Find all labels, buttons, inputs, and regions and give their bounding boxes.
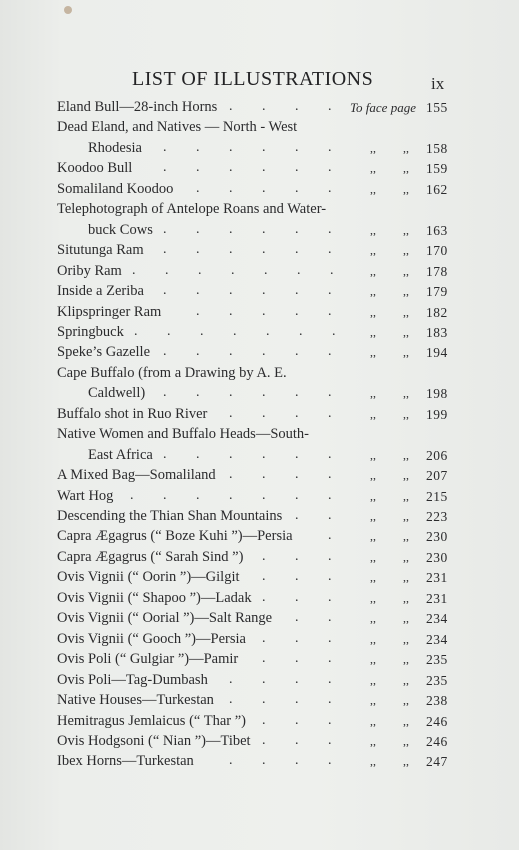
ditto-mark: ,,: [403, 324, 409, 339]
ditto-mark: ,,: [403, 181, 409, 196]
leader-dot: .: [198, 262, 202, 278]
leader-dot: .: [328, 487, 332, 503]
leader-dot: .: [295, 283, 299, 299]
page-reference: 230: [426, 529, 448, 545]
leader-dot: .: [229, 446, 233, 462]
ditto-mark: ,,: [403, 284, 409, 299]
ditto-mark: ,,: [370, 324, 376, 339]
leader-dot: .: [229, 692, 233, 708]
entry-title: Eland Bull—28-inch Horns: [57, 99, 218, 115]
entry-title: Ovis Hodgsoni (“ Nian ”)—Tibet: [57, 732, 251, 749]
leader-dot: .: [163, 487, 167, 503]
leader-dot: .: [328, 651, 332, 667]
leader-dot: .: [229, 405, 233, 421]
ditto-mark: ,,: [403, 652, 409, 667]
ditto-mark: ,,: [370, 468, 376, 483]
ditto-mark: ,,: [403, 570, 409, 585]
leader-dot: .: [295, 99, 299, 114]
ditto-mark: ,,: [403, 243, 409, 258]
leader-dot: .: [233, 323, 237, 339]
leader-dot: .: [295, 692, 299, 708]
leader-dot: .: [295, 405, 299, 421]
ditto-mark: ,,: [370, 549, 376, 564]
entry-title: Wart Hog: [57, 487, 114, 504]
leader-dot: .: [328, 467, 332, 483]
leader-dot: .: [196, 446, 200, 462]
entry-title: Capra Ægagrus (“ Boze Kuhi ”)—Persia: [57, 528, 293, 545]
entry-title: buck Cows: [88, 221, 153, 238]
page-reference: 162: [426, 181, 448, 197]
page-reference: 246: [426, 733, 448, 749]
entry-title: Ovis Poli (“ Gulgiar ”)—Pamir: [57, 651, 239, 668]
leader-dot: .: [295, 630, 299, 646]
ditto-mark: ,,: [403, 509, 409, 523]
ditto-mark: ,,: [403, 140, 409, 155]
page-reference: 155: [426, 100, 448, 115]
leader-dot: .: [229, 487, 233, 503]
page-reference: 158: [426, 140, 448, 156]
leader-dot: .: [196, 139, 200, 155]
page-reference: 235: [426, 652, 448, 668]
entry-title: Koodoo Bull: [57, 160, 133, 177]
to-face-page-label: To face page: [350, 100, 416, 115]
entry-title: Descending the Thian Shan Mountains: [57, 508, 283, 524]
leader-dot: .: [130, 487, 134, 503]
page-reference: 198: [426, 386, 448, 402]
leader-dot: .: [295, 671, 299, 687]
entry-title: Native Houses—Turkestan: [57, 692, 214, 709]
page-reference: 215: [426, 488, 448, 504]
leader-dot: .: [165, 262, 169, 278]
leader-dot: .: [167, 323, 171, 339]
entry-title: Cape Buffalo (from a Drawing by A. E.: [57, 364, 287, 381]
leader-dot: .: [297, 262, 301, 278]
leader-dot: .: [328, 671, 332, 687]
ditto-mark: ,,: [370, 304, 376, 319]
entry-title: Oriby Ram: [57, 262, 122, 279]
leader-dot: .: [163, 446, 167, 462]
leader-dot: .: [328, 712, 332, 728]
ditto-mark: ,,: [403, 713, 409, 728]
ditto-mark: ,,: [403, 488, 409, 503]
ditto-mark: ,,: [370, 447, 376, 462]
ditto-mark: ,,: [403, 754, 409, 769]
leader-dot: .: [295, 487, 299, 503]
ditto-mark: ,,: [370, 284, 376, 299]
leader-dot: .: [328, 303, 332, 319]
leader-dot: .: [262, 221, 266, 237]
leader-dot: .: [299, 323, 303, 339]
leader-dot: .: [328, 344, 332, 360]
page-reference: 179: [426, 284, 448, 300]
leader-dot: .: [295, 753, 299, 769]
leader-dot: .: [266, 323, 270, 339]
ditto-mark: ,,: [370, 222, 376, 237]
entry-title: Native Women and Buffalo Heads—South-: [57, 426, 310, 443]
ditto-mark: ,,: [370, 263, 376, 278]
leader-dot: .: [163, 221, 167, 237]
entry-title: Situtunga Ram: [57, 242, 144, 259]
leader-dot: .: [163, 242, 167, 258]
page-reference: 230: [426, 549, 448, 565]
entry-title: Ovis Vignii (“ Oorin ”)—Gilgit: [57, 569, 240, 586]
leader-dot: .: [330, 262, 334, 278]
ditto-mark: ,,: [403, 529, 409, 544]
ditto-mark: ,,: [370, 590, 376, 605]
leader-dot: .: [328, 610, 332, 626]
page-reference: 178: [426, 263, 448, 279]
entry-title: Somaliland Koodoo: [57, 180, 174, 197]
ditto-mark: ,,: [370, 140, 376, 155]
ditto-mark: ,,: [370, 611, 376, 626]
leader-dot: .: [196, 160, 200, 176]
ditto-mark: ,,: [403, 304, 409, 319]
page-reference: 183: [426, 324, 448, 340]
ditto-mark: ,,: [370, 672, 376, 687]
ditto-mark: ,,: [370, 161, 376, 176]
leader-dot: .: [328, 221, 332, 237]
leader-dot: .: [229, 303, 233, 319]
leader-dot: .: [262, 630, 266, 646]
page-reference: 231: [426, 570, 448, 586]
leader-dot: .: [196, 221, 200, 237]
leader-dot: .: [295, 160, 299, 176]
ditto-mark: ,,: [403, 386, 409, 401]
leader-dot: .: [295, 344, 299, 360]
leader-dot: .: [262, 99, 266, 114]
leader-dot: .: [196, 242, 200, 258]
entry-title: Klipspringer Ram: [57, 303, 162, 320]
ditto-mark: ,,: [403, 631, 409, 646]
leader-dot: .: [295, 180, 299, 196]
leader-dot: .: [328, 139, 332, 155]
entry-title: A Mixed Bag—Somaliland: [57, 467, 216, 484]
ditto-mark: ,,: [403, 733, 409, 748]
page-reference: 235: [426, 672, 448, 688]
leader-dot: .: [196, 180, 200, 196]
ditto-mark: ,,: [370, 693, 376, 708]
leader-dot: .: [262, 712, 266, 728]
leader-dot: .: [295, 303, 299, 319]
ditto-mark: ,,: [370, 345, 376, 360]
leader-dot: .: [295, 548, 299, 564]
leader-dot: .: [196, 283, 200, 299]
page-title: LIST OF ILLUSTRATIONS: [132, 68, 374, 90]
leader-dot: .: [262, 160, 266, 176]
ditto-mark: ,,: [370, 733, 376, 748]
leader-dot: .: [262, 446, 266, 462]
entry-title: Buffalo shot in Ruo River: [57, 405, 208, 422]
leader-dot: .: [295, 610, 299, 626]
leader-dot: .: [328, 242, 332, 258]
entry-title: Speke’s Gazelle: [57, 344, 151, 361]
ditto-mark: ,,: [403, 406, 409, 421]
leader-dot: .: [262, 467, 266, 483]
ditto-mark: ,,: [403, 611, 409, 626]
page-reference: 206: [426, 447, 448, 463]
leader-dot: .: [295, 385, 299, 401]
page-reference: 238: [426, 693, 448, 709]
entry-title: East Africa: [88, 446, 153, 463]
ditto-mark: ,,: [370, 631, 376, 646]
ditto-mark: ,,: [370, 406, 376, 421]
leader-dot: .: [328, 589, 332, 605]
leader-dot: .: [328, 548, 332, 564]
leader-dot: .: [229, 139, 233, 155]
page-reference: 246: [426, 713, 448, 729]
page-reference: 170: [426, 243, 448, 259]
ditto-mark: ,,: [370, 652, 376, 667]
leader-dot: .: [163, 344, 167, 360]
leader-dot: .: [262, 180, 266, 196]
leader-dot: .: [262, 548, 266, 564]
ditto-mark: ,,: [403, 161, 409, 176]
leader-dot: .: [196, 303, 200, 319]
leader-dot: .: [229, 671, 233, 687]
leader-dot: .: [295, 139, 299, 155]
ditto-mark: ,,: [403, 263, 409, 278]
ditto-mark: ,,: [370, 181, 376, 196]
entry-title: Inside a Zeriba: [57, 283, 144, 300]
leader-dot: .: [328, 160, 332, 176]
entry-title: Telephotograph of Antelope Roans and Water-: [57, 201, 327, 218]
leader-dot: .: [328, 99, 332, 114]
leader-dot: .: [262, 242, 266, 258]
entry-title: Hemitragus Jemlaicus (“ Thar ”): [57, 712, 246, 729]
page-reference: 182: [426, 304, 448, 320]
leader-dot: .: [328, 508, 332, 523]
leader-dot: .: [163, 160, 167, 176]
entry-title: Ovis Poli—Tag-Dumbash: [57, 671, 208, 688]
leader-dot: .: [295, 651, 299, 667]
leader-dot: .: [295, 569, 299, 585]
leader-dot: .: [262, 651, 266, 667]
page-reference: 247: [426, 754, 448, 770]
leader-dot: .: [229, 283, 233, 299]
leader-dot: .: [262, 569, 266, 585]
leader-dot: .: [332, 323, 336, 339]
leader-dot: .: [229, 385, 233, 401]
page-reference: 207: [426, 468, 448, 484]
leader-dot: .: [163, 139, 167, 155]
leader-dot: .: [134, 323, 138, 339]
ditto-mark: ,,: [370, 570, 376, 585]
leader-dot: .: [196, 344, 200, 360]
ditto-mark: ,,: [403, 672, 409, 687]
page-reference: 194: [426, 345, 448, 361]
leader-dot: .: [132, 262, 136, 278]
leader-dot: .: [262, 487, 266, 503]
leader-dot: .: [229, 99, 233, 114]
leader-dot: .: [229, 180, 233, 196]
leader-dot: .: [328, 385, 332, 401]
ditto-mark: ,,: [403, 693, 409, 708]
leader-dot: .: [262, 283, 266, 299]
page-reference: 199: [426, 406, 448, 422]
page-reference: 159: [426, 161, 448, 177]
leader-dot: .: [262, 385, 266, 401]
ditto-mark: ,,: [370, 509, 376, 523]
ditto-mark: ,,: [403, 222, 409, 237]
leader-dot: .: [328, 753, 332, 769]
leader-dot: .: [200, 323, 204, 339]
entry-title: Ibex Horns—Turkestan: [57, 753, 194, 770]
leader-dot: .: [262, 753, 266, 769]
leader-dot: .: [295, 467, 299, 483]
page-number: ix: [431, 74, 445, 93]
leader-dot: .: [229, 344, 233, 360]
leader-dot: .: [163, 283, 167, 299]
ditto-mark: ,,: [370, 529, 376, 544]
leader-dot: .: [295, 446, 299, 462]
leader-dot: .: [264, 262, 268, 278]
leader-dot: .: [328, 528, 332, 544]
page-reference: 234: [426, 631, 448, 647]
leader-dot: .: [328, 446, 332, 462]
ditto-mark: ,,: [403, 447, 409, 462]
ditto-mark: ,,: [403, 549, 409, 564]
leader-dot: .: [328, 630, 332, 646]
leader-dot: .: [196, 487, 200, 503]
leader-dot: .: [262, 344, 266, 360]
leader-dot: .: [295, 732, 299, 748]
leader-dot: .: [295, 589, 299, 605]
entry-title: Capra Ægagrus (“ Sarah Sind ”): [57, 548, 244, 565]
entry-title: Dead Eland, and Natives — North - West: [57, 119, 298, 136]
entry-title: Ovis Vignii (“ Shapoo ”)—Ladak: [57, 589, 252, 606]
entry-title: Ovis Vignii (“ Oorial ”)—Salt Range: [57, 610, 273, 627]
leader-dot: .: [328, 405, 332, 421]
leader-dot: .: [229, 467, 233, 483]
ditto-mark: ,,: [370, 386, 376, 401]
leader-dot: .: [328, 283, 332, 299]
ditto-mark: ,,: [370, 488, 376, 503]
leader-dot: .: [262, 139, 266, 155]
ditto-mark: ,,: [403, 590, 409, 605]
entry-title: Rhodesia: [88, 139, 142, 156]
entry-title: Springbuck: [57, 323, 124, 340]
leader-dot: .: [231, 262, 235, 278]
leader-dot: .: [295, 242, 299, 258]
ditto-mark: ,,: [403, 468, 409, 483]
leader-dot: .: [229, 242, 233, 258]
leader-dot: .: [163, 385, 167, 401]
page-reference: 223: [426, 509, 448, 524]
leader-dot: .: [262, 303, 266, 319]
leader-dot: .: [262, 671, 266, 687]
page-reference: 234: [426, 611, 448, 627]
leader-dot: .: [295, 712, 299, 728]
leader-dot: .: [229, 753, 233, 769]
page-reference: 231: [426, 590, 448, 606]
leader-dot: .: [262, 692, 266, 708]
ditto-mark: ,,: [370, 243, 376, 258]
page-reference: 163: [426, 222, 448, 238]
leader-dot: .: [229, 221, 233, 237]
leader-dot: .: [295, 508, 299, 523]
entry-title: Caldwell): [88, 385, 146, 402]
leader-dot: .: [328, 180, 332, 196]
ditto-mark: ,,: [403, 345, 409, 360]
leader-dot: .: [262, 732, 266, 748]
entry-title: Ovis Vignii (“ Gooch ”)—Persia: [57, 630, 246, 647]
leader-dot: .: [295, 221, 299, 237]
ditto-mark: ,,: [370, 713, 376, 728]
leader-dot: .: [262, 405, 266, 421]
leader-dot: .: [262, 589, 266, 605]
ditto-mark: ,,: [370, 754, 376, 769]
leader-dot: .: [196, 385, 200, 401]
leader-dot: .: [229, 160, 233, 176]
leader-dot: .: [328, 569, 332, 585]
leader-dot: .: [328, 732, 332, 748]
leader-dot: .: [328, 692, 332, 708]
